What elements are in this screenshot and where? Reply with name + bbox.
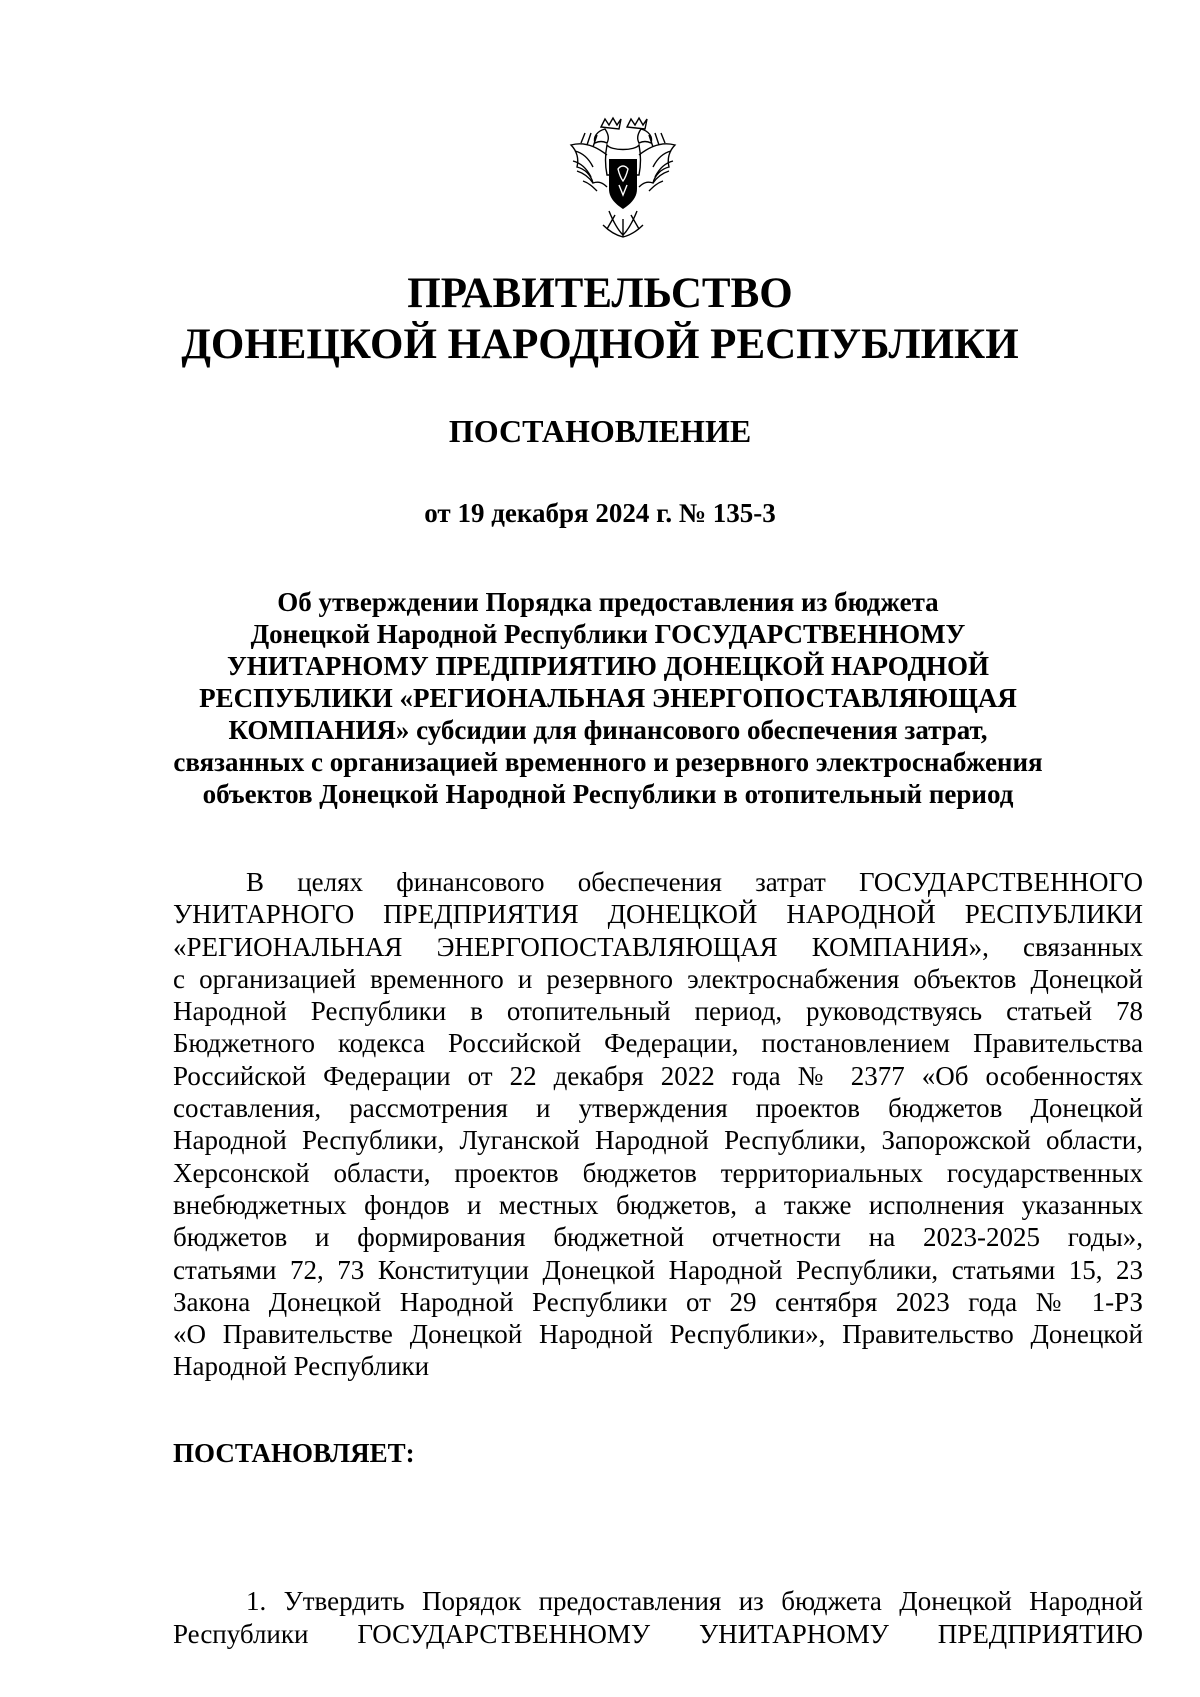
clause-line: 1. Утвердить Порядок предоставления из бюджета Донецкой Народной	[246, 1586, 1143, 1616]
clause-line: Республики ГОСУДАРСТВЕННОМУ УНИТАРНОМУ ПРЕДПРИЯТИЮ	[173, 1619, 1143, 1649]
coat-of-arms-emblem	[563, 115, 683, 247]
preamble-line: УНИТАРНОГО ПРЕДПРИЯТИЯ ДОНЕЦКОЙ НАРОДНОЙ РЕСПУБЛИКИ	[173, 899, 1143, 930]
preamble-line: В целях финансового обеспечения затрат ГОСУДАРСТВЕННОГО	[246, 867, 1143, 897]
subject-line: объектов Донецкой Народной Республики в отопительный период	[202, 779, 1014, 809]
preamble-line: внебюджетных фондов и местных бюджетов, а также исполнения указанных	[173, 1189, 1143, 1220]
preamble-line: с организацией временного и резервного электроснабжения объектов Донецкой	[173, 963, 1143, 994]
government-title-line2: ДОНЕЦКОЙ НАРОДНОЙ РЕСПУБЛИКИ	[181, 321, 1019, 368]
preamble-line: Закона Донецкой Народной Республики от 29 сентября 2023 года № 1-РЗ	[173, 1286, 1143, 1317]
clause-1	[173, 1585, 1143, 1651]
preamble-line: составления, рассмотрения и утверждения проектов бюджетов Донецкой	[173, 1093, 1143, 1124]
preamble-line: статьями 72, 73 Конституции Донецкой Народной Республики, статьями 15, 23	[173, 1254, 1143, 1285]
document-date-number: от 19 декабря 2024 г. № 135-3	[424, 498, 776, 528]
preamble-line: Российской Федерации от 22 декабря 2022 года № 2377 «Об особенностях	[173, 1060, 1143, 1091]
preamble-line: бюджетов и формирования бюджетной отчетности на 2023-2025 годы»,	[173, 1222, 1143, 1253]
resolves-heading: ПОСТАНОВЛЯЕТ:	[173, 1438, 415, 1468]
document-subject	[160, 586, 1056, 810]
preamble-line: Херсонской области, проектов бюджетов территориальных государственных	[173, 1157, 1143, 1188]
subject-line: КОМПАНИЯ» субсидии для финансового обеспечения затрат,	[228, 715, 988, 745]
preamble-line: Народной Республики	[173, 1351, 430, 1382]
subject-line: УНИТАРНОМУ ПРЕДПРИЯТИЮ ДОНЕЦКОЙ НАРОДНОЙ	[226, 651, 990, 681]
subject-line: Донецкой Народной Республики ГОСУДАРСТВЕННОМУ	[250, 619, 966, 649]
subject-line: Об утверждении Порядка предоставления из бюджета	[277, 587, 939, 617]
preamble-line: Народной Республики в отопительный период, руководствуясь статьей 78	[173, 996, 1143, 1027]
preamble-line: Бюджетного кодекса Российской Федерации, постановлением Правительства	[173, 1028, 1143, 1059]
subject-line: РЕСПУБЛИКИ «РЕГИОНАЛЬНАЯ ЭНЕРГОПОСТАВЛЯЮЩАЯ	[199, 683, 1017, 713]
document-type: ПОСТАНОВЛЕНИЕ	[448, 413, 752, 449]
subject-line: связанных с организацией временного и резервного электроснабжения	[173, 747, 1043, 777]
preamble-line: «РЕГИОНАЛЬНАЯ ЭНЕРГОПОСТАВЛЯЮЩАЯ КОМПАНИЯ», связанных	[173, 931, 1143, 962]
preamble-paragraph	[173, 866, 1143, 1383]
preamble-line: «О Правительстве Донецкой Народной Республики», Правительство Донецкой	[173, 1319, 1143, 1350]
preamble-line: Народной Республики, Луганской Народной Республики, Запорожской области,	[173, 1125, 1143, 1156]
government-title-line1: ПРАВИТЕЛЬСТВО	[407, 270, 793, 317]
